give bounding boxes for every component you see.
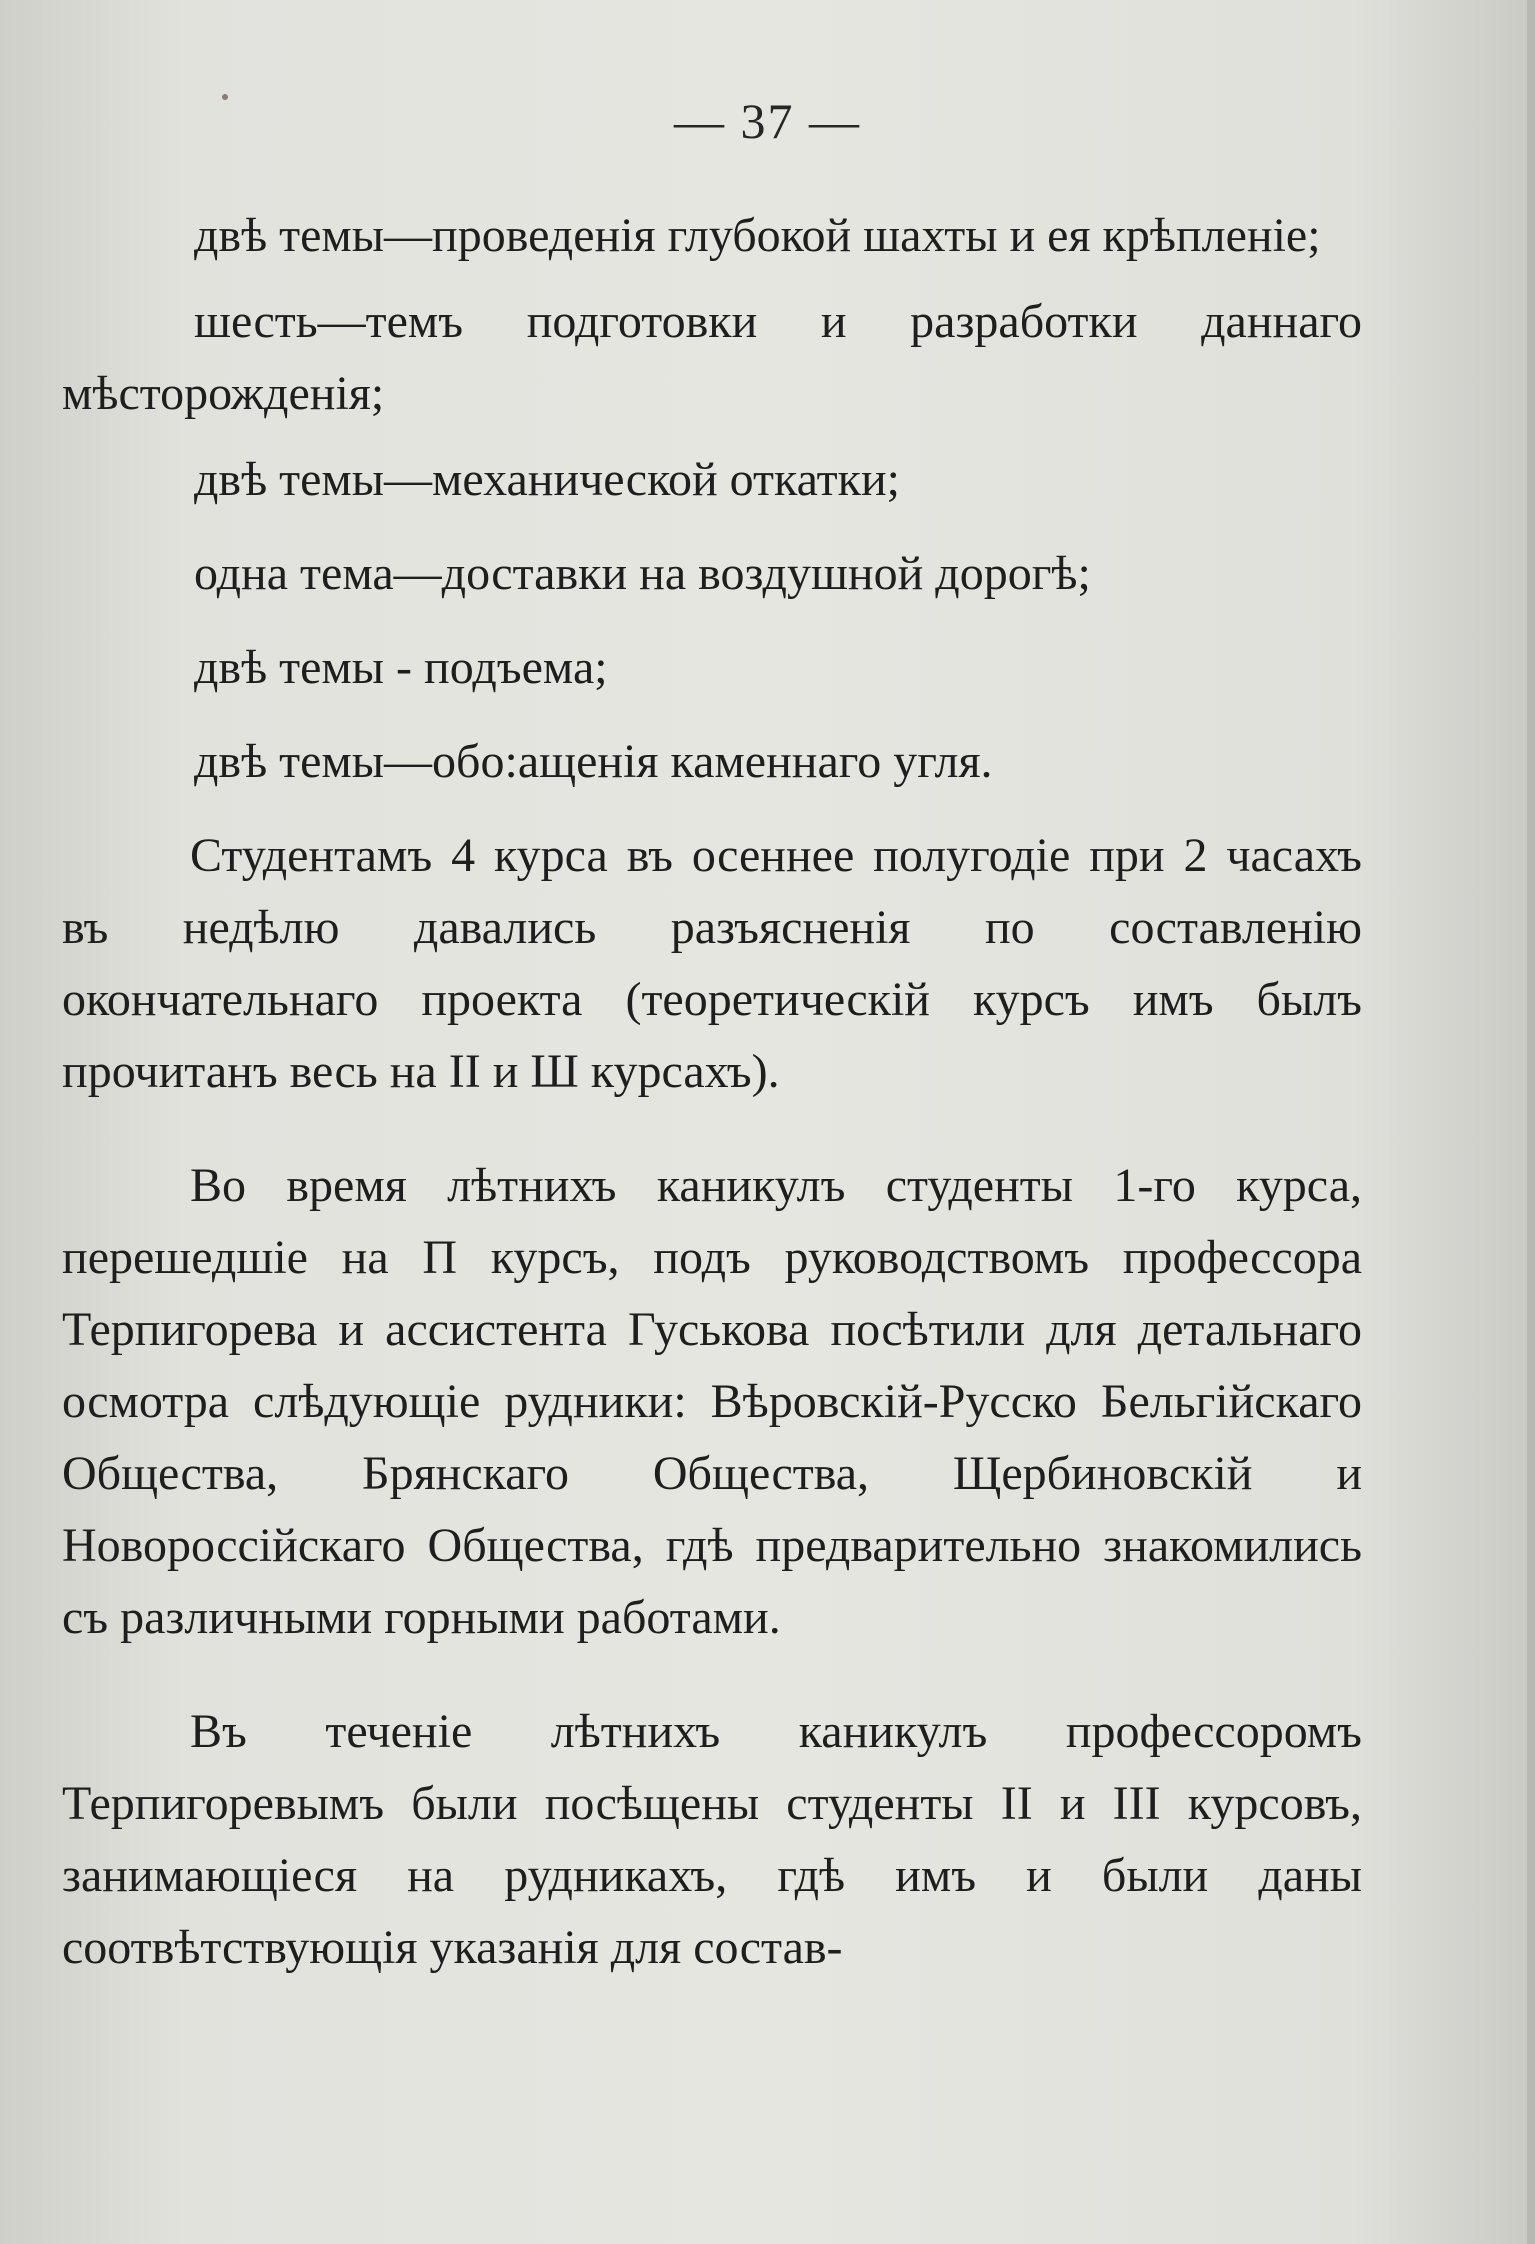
list-item: двѣ темы - подъема; bbox=[194, 641, 608, 694]
page-number: — 37 — bbox=[674, 93, 861, 149]
list-item: двѣ темы—обо:ащенія каменнаго угля. bbox=[194, 735, 993, 788]
page-body bbox=[62, 200, 1362, 1984]
list-item: двѣ темы—проведенія глубокой шахты и ея крѣпленіе; bbox=[194, 209, 1321, 262]
list-item: шесть—темъ подготовки и разработки даннаго мѣсторожденія; bbox=[62, 295, 1362, 420]
paragraph: Во время лѣтнихъ каникулъ студенты 1-го курса, перешедшіе на П курсъ, подъ руководствомъ профессора Терпигорева и ассистента Гуськова посѣтили для детальнаго осмотра слѣдующіе рудники: Вѣровскій-Русско Бельгійскаго Общества, Брянскаго Общества, Щербиновскій и Новороссійскаго Общества, гдѣ предварительно знакомились съ различными горными работами. bbox=[62, 1159, 1362, 1644]
list-item: одна тема—доставки на воздушной дорогѣ; bbox=[194, 547, 1091, 600]
list-item: двѣ темы—механической откатки; bbox=[194, 453, 900, 506]
paragraph: Студентамъ 4 курса въ осеннее полугодіе при 2 часахъ въ недѣлю давались разъясненія по составленію окончательнаго проекта (теоретическій курсъ имъ былъ прочитанъ весь на II и Ш курсахъ). bbox=[62, 829, 1362, 1098]
paragraph: Въ теченіе лѣтнихъ каникулъ профессоромъ Терпигоревымъ были посѣщены студенты II и III курсовъ, занимающіеся на рудникахъ, гдѣ имъ и были даны соотвѣтствующія указанія для состав- bbox=[62, 1705, 1362, 1974]
